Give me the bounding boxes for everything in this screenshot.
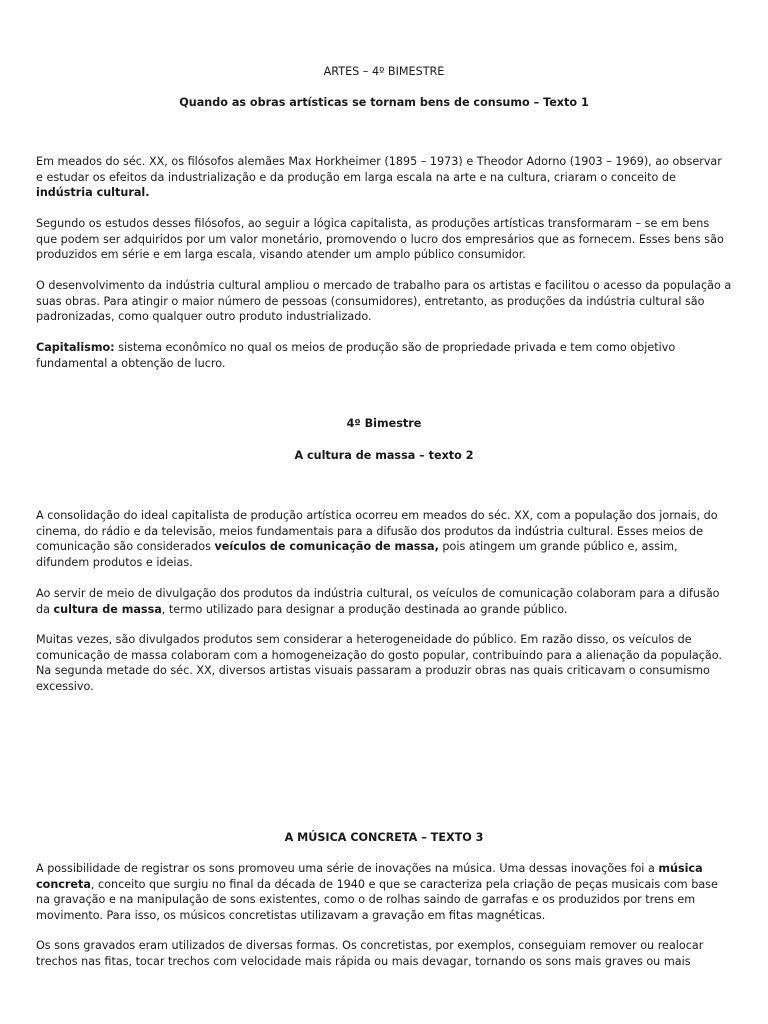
text2-header: 4º Bimestre <box>346 417 422 430</box>
text1-p1-bold: indústria cultural. <box>36 186 150 199</box>
doc-header: ARTES – 4º BIMESTRE <box>323 65 445 78</box>
capitalismo-term: Capitalismo: <box>36 341 115 354</box>
text3-paragraph-1 <box>36 861 732 923</box>
text2-paragraph-3: Muitas vezes, são divulgados produtos sem considerar a heterogeneidade do público. Em razão disso, os veículos de comunicação de massa colaboram com a homogeneização do gosto popular, contribuindo para a alienação da população. Na segunda metade do séc. XX, diversos artistas visuais passaram a produzir obras nas quais criticavam o consumismo excessivo. <box>36 633 722 693</box>
text2-p1-bold: veículos de comunicação de massa, <box>214 540 439 553</box>
text3-p1-text: A possibilidade de registrar os sons promoveu uma série de inovações na música. Uma dessas inovações foi a <box>36 862 659 875</box>
text2-p2-rest: , termo utilizado para designar a produção destinada ao grande público. <box>161 602 568 616</box>
text3-p1-bold: música concreta <box>36 862 703 891</box>
text1-paragraph-2: Segundo os estudos desses filósofos, ao seguir a lógica capitalista, as produções artísticas transformaram – se em bens que podem ser adquiridos por um valor monetário, promovendo o lucro dos empresários que as fornecem. Esses bens são produzidos em série e em larga escala, visando atender um amplo público consumidor. <box>36 217 724 261</box>
text3-p1-rest: , conceito que surgiu no final da década de 1940 e que se caracteriza pela criação de peças musicais com base na gravação e na manipulação de sons existentes, como o de rolhas saindo de garrafas e os produzidos por trens em movimento. Para isso, os músicos concretistas utilizavam a gravação em fitas magnéticas. <box>36 877 718 922</box>
text2-p1-text: A consolidação do ideal capitalista de produção artística ocorreu em meados do séc. XX, com a população dos jornais, do cinema, do rádio e da televisão, meios fundamentais para a difusão dos produtos da indústria cultural. Esses meios de comunicação são considerados <box>36 509 718 553</box>
text2-paragraph-1 <box>36 508 732 570</box>
text2-p2-bold: cultura de massa <box>53 602 162 616</box>
text1-paragraph-3: O desenvolvimento da indústria cultural ampliou o mercado de trabalho para os artistas e facilitou o acesso da população a suas obras. Para atingir o maior número de pessoas (consumidores), entretanto, as produções da indústria cultural são padronizadas, como qualquer outro produto industrializado. <box>36 279 732 323</box>
text1-paragraph-1 <box>36 154 732 201</box>
text3-paragraph-2: Os sons gravados eram utilizados de diversas formas. Os concretistas, por exemplos, conseguiam remover ou realocar trechos nas fitas, tocar trechos com velocidade mais rápida ou mais devagar, tornando os sons mais graves ou mais <box>36 939 704 968</box>
text2-paragraph-2 <box>36 586 732 617</box>
text2-p2-text: Ao servir de meio de divulgação dos produtos da indústria cultural, os veículos de comunicação colaboram para a difusão da <box>36 587 720 616</box>
text2-p1-rest: pois atingem um grande público e, assim, difundem produtos e ideias. <box>36 540 678 569</box>
text1-p1-text: Em meados do séc. XX, os filósofos alemães Max Horkheimer (1895 – 1973) e Theodor Adorno (1903 – 1969), ao observar e estudar os efeitos da industrialização e da produção em larga escala na arte e na cultura, criaram o conceito de <box>36 155 722 184</box>
text3-title: A MÚSICA CONCRETA – TEXTO 3 <box>284 831 484 844</box>
text1-paragraph-4 <box>36 340 732 371</box>
text2-title: A cultura de massa – texto 2 <box>294 449 474 462</box>
text1-title: Quando as obras artísticas se tornam bens de consumo – Texto 1 <box>179 96 589 109</box>
capitalismo-definition: sistema econômico no qual os meios de produção são de propriedade privada e tem como objetivo fundamental a obtenção de lucro. <box>36 341 676 370</box>
